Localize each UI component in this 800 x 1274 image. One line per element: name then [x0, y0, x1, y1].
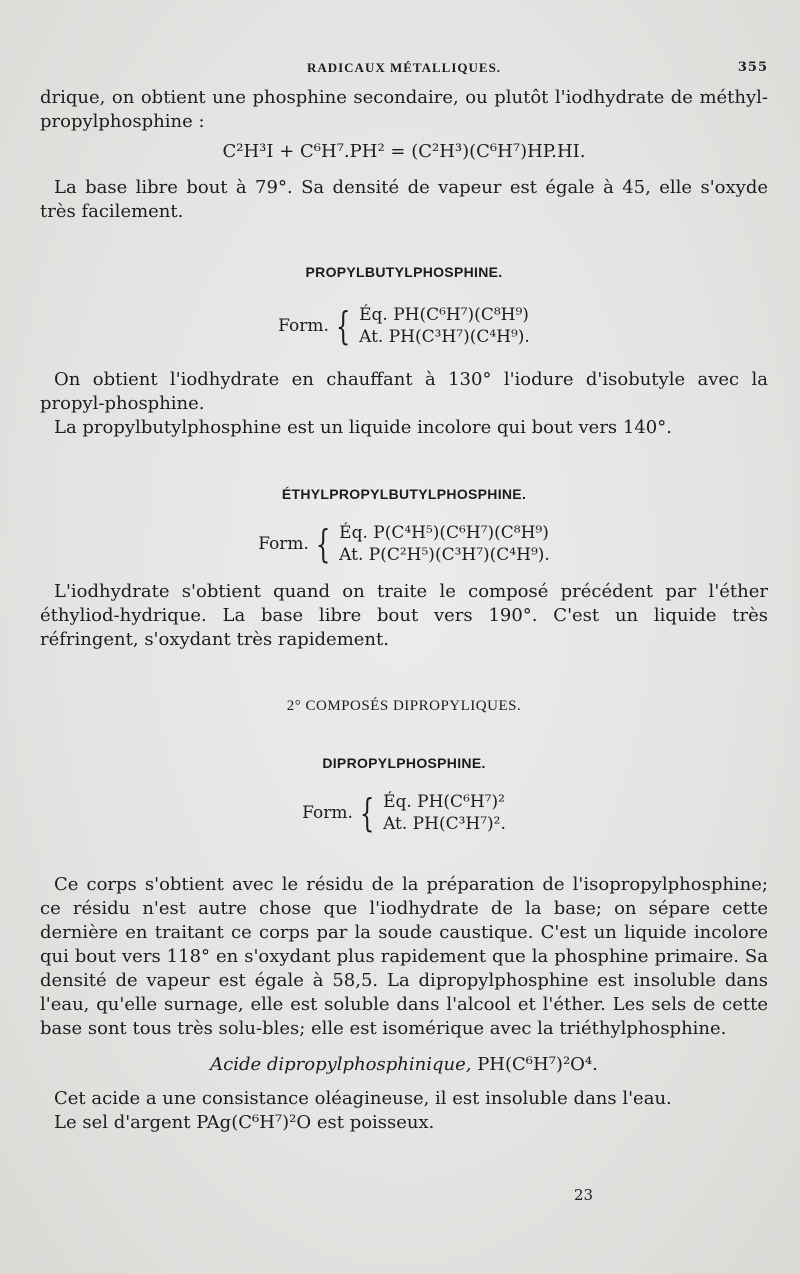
paragraph-6: Ce corps s'obtient avec le résidu de la préparation de l'isopropylphosphine; ce résidu n'est autre chose que l'iodhydrate de la base; on sépare cette dernière en traitant ce corps par la soude caustique. C'est un liquide incolore qui bout vers 118° en s'oxydant plus rapidement que la phosphine primaire. Sa densité de vapeur est égale à 58,5. La dipropylphosphine est insoluble dans l'eau, qu'elle surnage, elle est soluble dans l'alcool et l'éther. Les sels de cette base sont tous très solu-bles; elle est isomérique avec la triéthylphosphine. — [40, 874, 768, 1039]
paragraph-5: L'iodhydrate s'obtient quand on traite le composé précédent par l'éther éthyliod-hydrique. La base libre bout vers 190°. C'est un liquide très réfringent, s'oxydant très rapidement. — [40, 581, 768, 650]
page-number: 355 — [737, 60, 768, 75]
paragraph-1: drique, on obtient une phosphine secondaire, ou plutôt l'iodhydrate de méthyl-propylphosphine : — [40, 87, 768, 132]
formula-propylbutylphosphine — [40, 304, 768, 348]
paragraph-4: La propylbutylphosphine est un liquide incolore qui bout vers 140°. — [54, 417, 672, 438]
heading-propylbutylphosphine: PROPYLBUTYLPHOSPHINE. — [305, 264, 503, 280]
acid-name: Acide dipropylphosphinique, — [210, 1054, 472, 1075]
paragraph-8: Le sel d'argent PAg(C⁶H⁷)²O est poisseux. — [54, 1112, 435, 1133]
running-header — [40, 60, 768, 82]
formula-atomic: At. P(C²H⁵)(C³H⁷)(C⁴H⁹). — [339, 545, 550, 565]
subsection-heading: 2° COMPOSÉS DIPROPYLIQUES. — [286, 698, 522, 714]
formula-equivalent: Éq. P(C⁴H⁵)(C⁶H⁷)(C⁸H⁹) — [339, 523, 549, 543]
running-title: RADICAUX MÉTALLIQUES. — [306, 60, 502, 75]
acid-heading — [40, 1053, 768, 1077]
formula-equivalent: Éq. PH(C⁶H⁷)(C⁸H⁹) — [359, 305, 529, 325]
formula-ethylpropylbutylphosphine — [40, 522, 768, 566]
form-label: Form. — [258, 534, 309, 554]
form-label: Form. — [278, 316, 329, 336]
brace-icon: { — [359, 791, 375, 835]
heading-dipropylphosphine: DIPROPYLPHOSPHINE. — [322, 755, 486, 771]
equation-1: C²H³I + C⁶H⁷.PH² = (C²H³)(C⁶H⁷)HP.HI. — [222, 141, 586, 162]
formula-atomic: At. PH(C³H⁷)(C⁴H⁹). — [359, 327, 530, 347]
formula-equivalent: Éq. PH(C⁶H⁷)² — [383, 792, 505, 812]
paragraph-2: La base libre bout à 79°. Sa densité de vapeur est égale à 45, elle s'oxyde très facilement. — [40, 177, 768, 222]
acid-formula: PH(C⁶H⁷)²O⁴. — [477, 1054, 598, 1075]
paragraph-3: On obtient l'iodhydrate en chauffant à 130° l'iodure d'isobutyle avec la propyl-phosphine. — [40, 369, 768, 414]
heading-ethylpropylbutylphosphine: ÉTHYLPROPYLBUTYLPHOSPHINE. — [281, 486, 527, 502]
formula-dipropylphosphine — [40, 791, 768, 835]
form-label: Form. — [302, 803, 353, 823]
signature-mark: 23 — [574, 1186, 594, 1204]
formula-atomic: At. PH(C³H⁷)². — [383, 814, 506, 834]
brace-icon: { — [335, 304, 351, 348]
page-body — [40, 86, 768, 1135]
brace-icon: { — [315, 522, 331, 566]
paragraph-7: Cet acide a une consistance oléagineuse, il est insoluble dans l'eau. — [54, 1088, 672, 1109]
